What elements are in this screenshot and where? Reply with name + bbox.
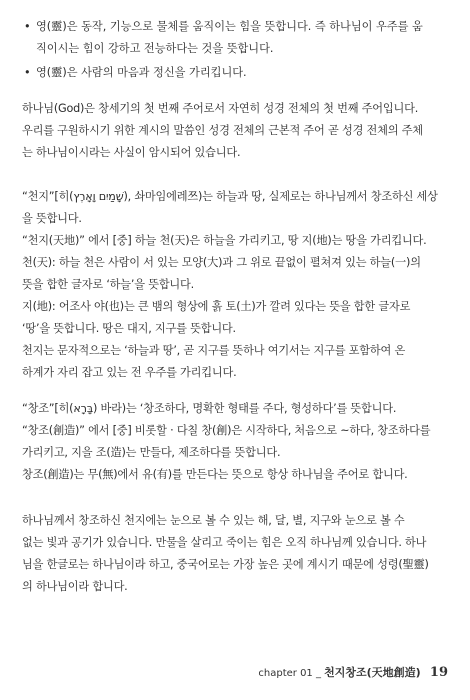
text-line: 가리키고, 지을 조(造)는 만들다, 제조하다를 뜻합니다. <box>22 446 281 459</box>
paragraph-heaven-earth <box>22 186 450 384</box>
text-line: 는 하나님이시라는 사실이 암시되어 있습니다. <box>22 146 241 159</box>
text-line: 하나님께서 창조하신 천지에는 눈으로 볼 수 있는 해, 달, 별, 지구와 눈으로 볼 수 <box>22 514 405 527</box>
page-footer <box>258 664 448 680</box>
text-line: 지(地): 어조사 야(也)는 큰 뱀의 형상에 흙 토(土)가 깔려 있다는 뜻을 합한 글자로 <box>22 300 411 313</box>
text-line: 직이시는 힘이 강하고 전능하다는 것을 뜻합니다. <box>36 42 274 55</box>
text-line: “창조(創造)” 에서 [중] 비롯할 · 다칠 창(創)은 시작하다, 처음으로 ~하다, 창조하다를 <box>22 424 431 437</box>
paragraph-god-subject <box>22 98 450 164</box>
text-line: 의 하나님이라 합니다. <box>22 580 128 593</box>
chapter-label: chapter 01 _ <box>258 668 321 679</box>
chapter-title: 천지창조(天地創造) <box>324 666 421 679</box>
text-line: 하나님(God)은 창세기의 첫 번째 주어로서 자연히 성경 전체의 첫 번째 주어입니다. <box>22 102 419 115</box>
text-line: 천지는 문자적으로는 ‘하늘과 땅’, 곧 지구를 뜻하나 여기서는 지구를 포함하여 온 <box>22 344 406 357</box>
text-line: 뜻을 합한 글자로 ‘하늘’을 뜻합니다. <box>22 278 194 291</box>
text-line: “천지(天地)” 에서 [중] 하늘 천(天)은 하늘을 가리키고, 땅 지(地)는 땅을 가리킵니다. <box>22 234 427 247</box>
text-line: 영(靈)은 동작, 기능으로 물체를 움직이는 힘을 뜻합니다. 즉 하나님이 우주를 움 <box>36 20 423 33</box>
bullet-dot: • <box>24 66 31 79</box>
text-line: 없는 빛과 공기가 있습니다. 만물을 살리고 죽이는 힘은 오직 하나님께 있습니다. 하나 <box>22 536 427 549</box>
bullet-dot: • <box>24 20 31 33</box>
bullet-item <box>22 62 450 84</box>
text-line: 하계가 자리 잡고 있는 전 우주를 가리킵니다. <box>22 366 237 379</box>
bullet-item <box>22 16 450 60</box>
text-line: 창조(創造)는 무(無)에서 유(有)를 만든다는 뜻으로 항상 하나님을 주어로 합니다. <box>22 468 408 481</box>
paragraph-creation <box>22 398 450 486</box>
text-line: 영(靈)은 사람의 마음과 정신을 가리킵니다. <box>36 66 247 79</box>
page-number: 19 <box>429 665 448 680</box>
text-line: 을 뜻합니다. <box>22 212 82 225</box>
text-line: “천지”[히(שָׁמַיִם וָאָרֶץ), 솨마임에레쯔)는 하늘과 땅, 실제로는 하나님께서 창조하신 세상 <box>22 190 438 203</box>
text-line: 천(天): 하늘 천은 사람이 서 있는 모양(大)과 그 위로 끝없이 펼쳐져 있는 하늘(一)의 <box>22 256 421 269</box>
text-line: ‘땅’을 뜻합니다. 땅은 대지, 지구를 뜻합니다. <box>22 322 236 335</box>
text-line: 우리를 구원하시기 위한 계시의 말씀인 성경 전체의 근본적 주어 곧 성경 전체의 주체 <box>22 124 423 137</box>
text-line: 님을 한글로는 하나님이라 하고, 중국어로는 가장 높은 곳에 계시기 때문에 성령(聖靈) <box>22 558 429 571</box>
paragraph-created-world <box>22 510 450 598</box>
text-line: “창조”[히(בָּרָא) 바라)는 ‘창조하다, 명확한 형태를 주다, 형성하다’를 뜻합니다. <box>22 402 397 415</box>
